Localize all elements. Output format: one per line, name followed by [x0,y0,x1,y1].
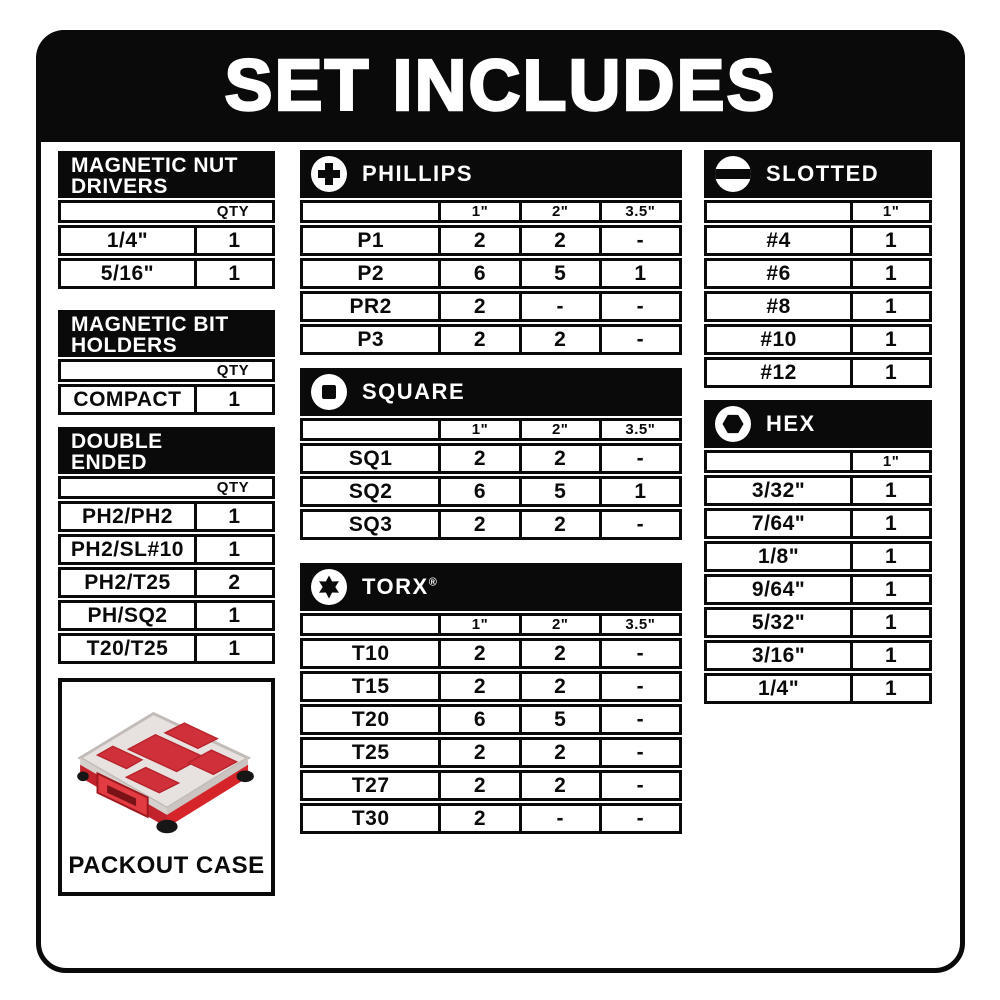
table-row [704,225,932,256]
table-row [300,671,682,702]
count-value: 1 [599,261,679,286]
table-double-ended [58,427,275,666]
count-value: - [599,641,679,666]
column-header-row [300,613,682,636]
table-row [300,638,682,669]
table-row [300,225,682,256]
table-row [704,607,932,638]
square-drive-icon [311,374,347,410]
count-value: 1 [850,676,929,701]
count-value: 6 [438,261,518,286]
row-label: T15 [351,674,390,698]
count-value: 1 [850,294,929,319]
row-label: 3/16" [751,643,806,667]
qty-value: 1 [194,603,272,628]
table-row [58,501,275,532]
table-title [300,563,682,611]
row-label: #6 [766,261,791,285]
table-row [300,803,682,834]
qty-value: 1 [194,537,272,562]
qty-column-header: QTY [216,203,250,220]
column-header-spacer [707,203,850,220]
qty-value: 1 [194,636,272,661]
count-value: 2 [438,446,518,471]
table-hex [704,400,932,706]
row-label: P2 [357,261,385,285]
count-value: 5 [519,261,599,286]
table-row [58,225,275,256]
table-title [704,150,932,198]
table-slotted [704,150,932,390]
qty-value: 1 [194,387,272,412]
column-header-row [58,359,275,382]
table-row [300,443,682,474]
torx-icon [311,569,347,605]
row-label: T25 [351,740,390,764]
table-row [300,476,682,507]
count-value: 2 [519,740,599,765]
table-title-line: ENDED [71,451,148,474]
qty-value: 2 [194,570,272,595]
table-title-line: HOLDERS [71,334,178,357]
size-column-header: 1" [850,203,929,220]
count-value: 1 [850,261,929,286]
table-magnetic-bit-holders [58,310,275,417]
count-value: - [599,773,679,798]
hex-icon [715,406,751,442]
qty-column-header: QTY [216,479,250,496]
count-value: - [599,294,679,319]
row-label: SQ2 [348,479,393,503]
phillips-icon [311,156,347,192]
size-column-header: 2" [519,203,599,220]
column-header-spacer [303,203,438,220]
row-label: PH2/T25 [84,570,171,594]
count-value: 1 [850,228,929,253]
row-label: 5/16" [100,261,155,285]
count-value: - [599,674,679,699]
row-label: 1/4" [106,228,149,252]
count-value: 2 [519,327,599,352]
count-value: 2 [519,446,599,471]
table-title-text: HEX [766,411,816,436]
count-value: 1 [850,643,929,668]
table-row [300,704,682,735]
size-column-header: 1" [438,616,518,633]
table-row [300,737,682,768]
column-header-spacer [61,479,194,496]
row-label: P3 [357,327,385,351]
row-label: #4 [766,228,791,252]
table-title [300,368,682,416]
size-column-header: 3.5" [599,203,679,220]
column-header-spacer [707,453,850,470]
column-header-row [704,450,932,473]
slotted-icon [715,156,751,192]
table-square [300,368,682,542]
packout-case-image [68,700,266,840]
count-value: 1 [850,544,929,569]
count-value: - [599,228,679,253]
table-row [704,508,932,539]
column-header-spacer [61,203,194,220]
row-label: PH2/PH2 [81,504,173,528]
table-row [58,633,275,664]
table-title [704,400,932,448]
count-value: 2 [438,294,518,319]
count-value: 1 [599,479,679,504]
count-value: - [599,806,679,831]
count-value: - [599,446,679,471]
count-value: - [599,707,679,732]
count-value: 2 [519,512,599,537]
count-value: 1 [850,360,929,385]
count-value: 2 [438,327,518,352]
table-row [58,600,275,631]
row-label: SQ1 [348,446,393,470]
count-value: 1 [850,327,929,352]
count-value: 6 [438,479,518,504]
column-header-spacer [303,421,438,438]
table-row [704,357,932,388]
table-row [300,291,682,322]
row-label: P1 [357,228,385,252]
table-title-line: DRIVERS [71,175,168,198]
table-row [704,673,932,704]
table-row [704,475,932,506]
count-value: 1 [850,478,929,503]
row-label: T20 [351,707,390,731]
row-label: T20/T25 [86,636,169,660]
table-row [300,324,682,355]
row-label: PH/SQ2 [87,603,168,627]
count-value: 5 [519,707,599,732]
column-header-row [58,476,275,499]
qty-value: 1 [194,261,272,286]
count-value: 5 [519,479,599,504]
row-label: PR2 [349,294,392,318]
row-label: PH2/SL#10 [70,537,184,561]
row-label: T27 [351,773,390,797]
row-label: T30 [351,806,390,830]
table-phillips [300,150,682,357]
count-value: - [599,740,679,765]
row-label: #12 [760,360,797,384]
row-label: SQ3 [348,512,393,536]
table-title-text: SLOTTED [766,161,880,186]
column-header-row [58,200,275,223]
count-value: 2 [438,674,518,699]
size-column-header: 3.5" [599,616,679,633]
size-column-header: 2" [519,421,599,438]
column-header-row [704,200,932,223]
qty-value: 1 [194,228,272,253]
header-banner [36,30,965,142]
table-row [300,258,682,289]
table-row [58,384,275,415]
qty-column-header: QTY [216,362,250,379]
count-value: 1 [850,610,929,635]
count-value: 2 [519,641,599,666]
count-value: 2 [438,806,518,831]
column-header-spacer [61,362,194,379]
size-column-header: 1" [438,203,518,220]
page-title: SET INCLUDES [224,46,777,126]
table-row [704,640,932,671]
table-row [704,291,932,322]
row-label: 9/64" [751,577,806,601]
packout-case-panel [58,678,275,896]
table-title-line: MAGNETIC NUT [71,154,238,177]
table-row [704,258,932,289]
row-label: 1/8" [758,544,800,568]
column-header-row [300,418,682,441]
count-value: - [599,327,679,352]
row-label: #10 [760,327,797,351]
count-value: 6 [438,707,518,732]
row-label: 5/32" [751,610,806,634]
table-row [704,324,932,355]
table-title [58,310,275,357]
row-label: 3/32" [751,478,806,502]
table-title-text: SQUARE [362,379,466,404]
count-value: 2 [438,512,518,537]
table-row [58,534,275,565]
count-value: 1 [850,577,929,602]
torx-label: TORX [362,574,429,599]
table-row [704,541,932,572]
table-title-text [362,574,438,600]
table-row [300,509,682,540]
row-label: #8 [766,294,791,318]
count-value: - [519,294,599,319]
table-row [58,567,275,598]
size-column-header: 1" [438,421,518,438]
table-title-text: PHILLIPS [362,161,474,186]
count-value: 2 [438,773,518,798]
count-value: 1 [850,511,929,536]
count-value: 2 [519,773,599,798]
count-value: 2 [438,740,518,765]
table-title-line: DOUBLE [71,430,163,453]
table-title [300,150,682,198]
qty-value: 1 [194,504,272,529]
registered-mark: ® [428,576,439,589]
count-value: 2 [438,228,518,253]
table-row [300,770,682,801]
table-row [704,574,932,605]
count-value: 2 [519,674,599,699]
column-header-spacer [303,616,438,633]
packout-case-caption: PACKOUT CASE [68,852,265,879]
table-row [58,258,275,289]
table-title [58,427,275,474]
table-magnetic-nut-drivers [58,151,275,291]
count-value: - [519,806,599,831]
row-label: COMPACT [73,387,182,411]
table-torx [300,563,682,836]
count-value: 2 [438,641,518,666]
size-column-header: 1" [850,453,929,470]
column-header-row [300,200,682,223]
table-title [58,151,275,198]
size-column-header: 2" [519,616,599,633]
row-label: 1/4" [758,676,800,700]
count-value: 2 [519,228,599,253]
count-value: - [599,512,679,537]
row-label: 7/64" [751,511,806,535]
size-column-header: 3.5" [599,421,679,438]
table-title-line: MAGNETIC BIT [71,313,229,336]
row-label: T10 [351,641,390,665]
